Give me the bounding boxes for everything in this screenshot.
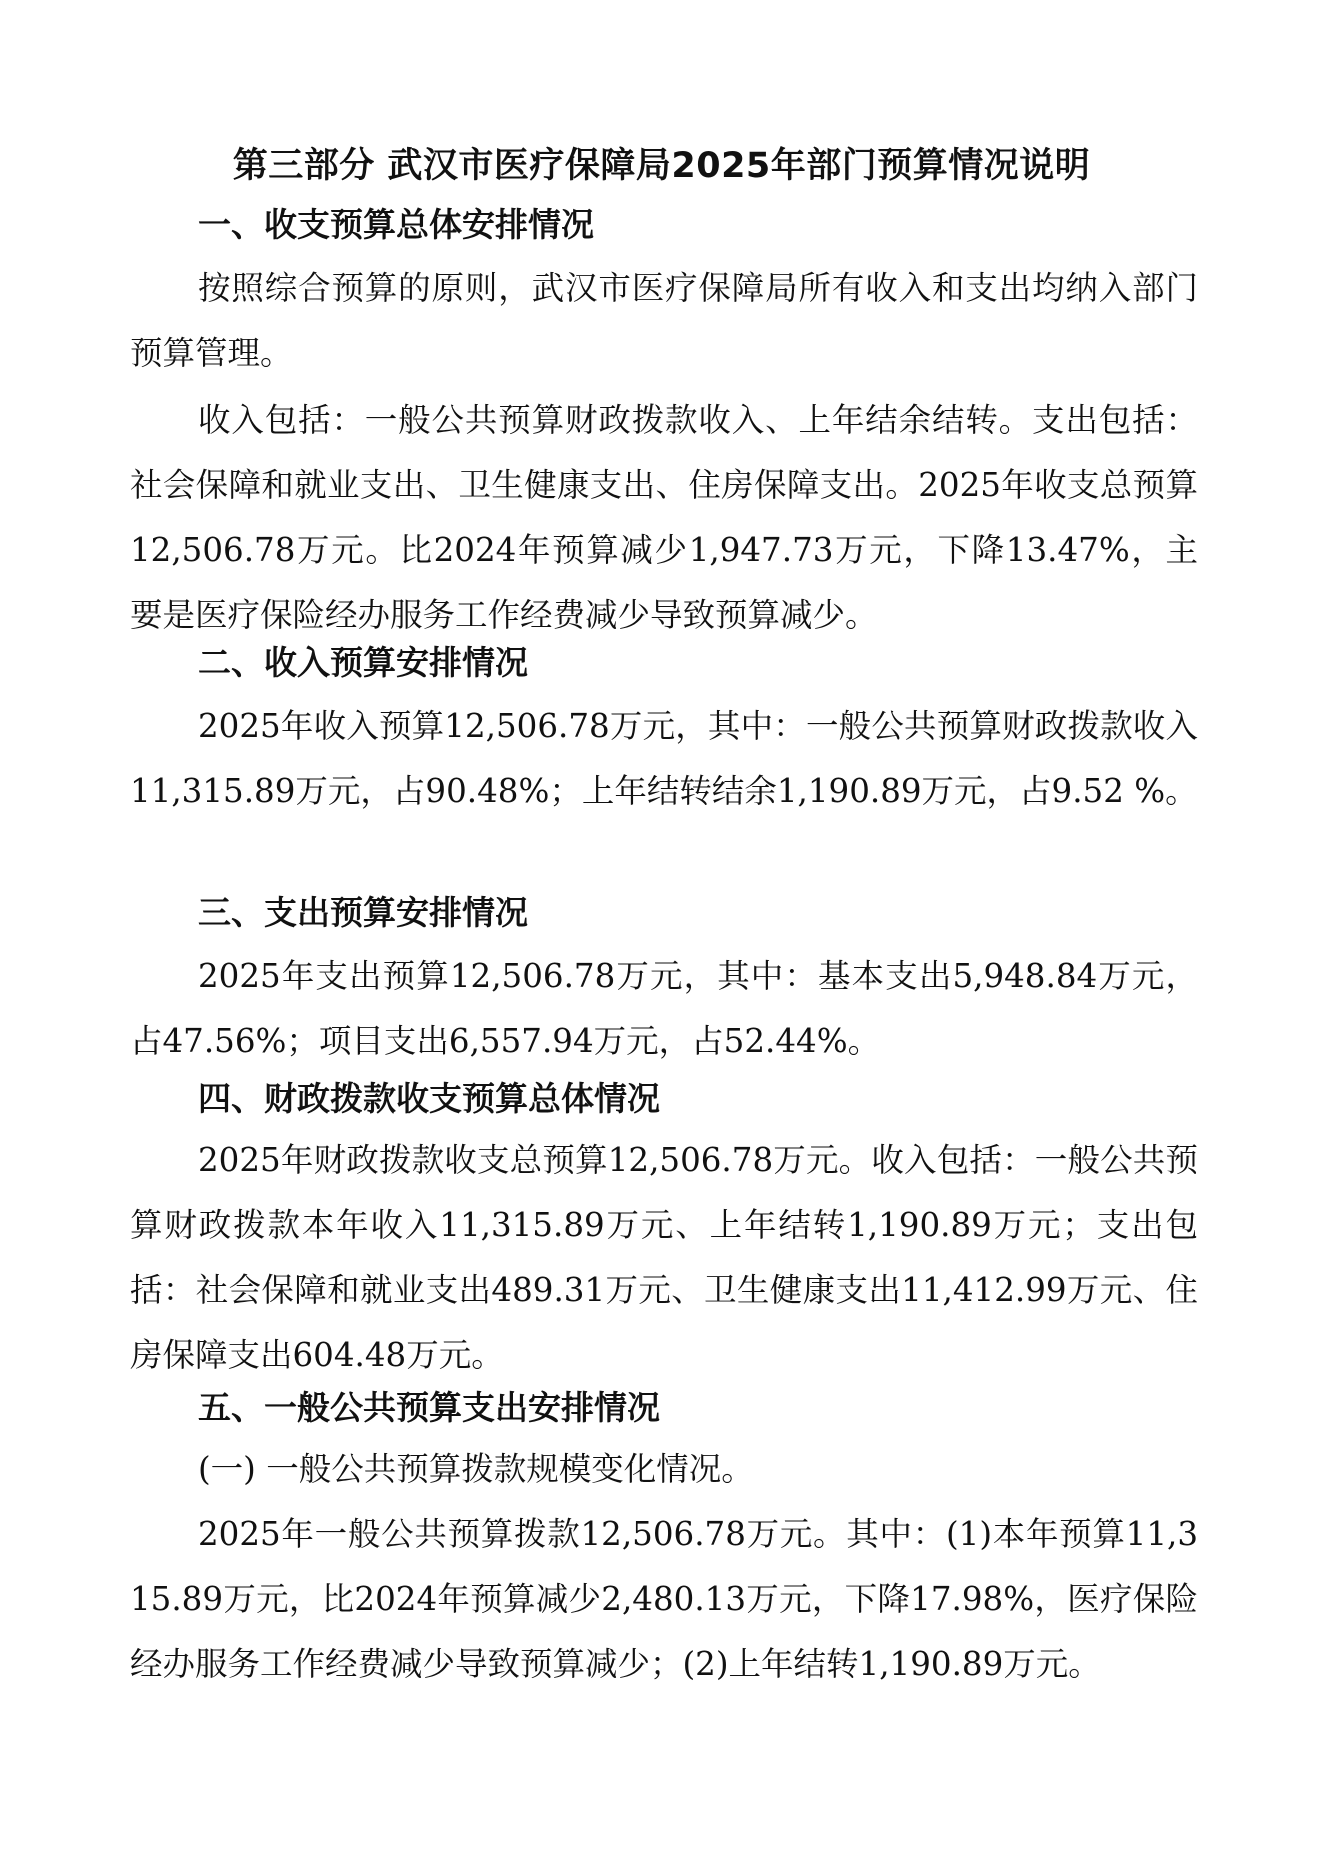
section-heading-5: 五、一般公共预算支出安排情况: [198, 1388, 660, 1427]
section-5-subheading: (一) 一般公共预算拨款规模变化情况。: [198, 1450, 754, 1488]
page-title: 第三部分 武汉市医疗保障局2025年部门预算情况说明: [232, 146, 1091, 186]
section-heading-1: 一、收支预算总体安排情况: [198, 205, 594, 244]
section-1-paragraph-2: 收入包括：一般公共预算财政拨款收入、上年结余结转。支出包括：社会保障和就业支出、卫生健康支出、住房保障支出。2025年收支总预算12,506.78万元。比2024年预算减少1,947.73万元，下降13.47%，主要是医疗保险经办服务工作经费减少导致预算减少。: [130, 401, 1198, 634]
section-1-paragraph-1: 按照综合预算的原则，武汉市医疗保障局所有收入和支出均纳入部门预算管理。: [130, 269, 1198, 372]
section-3-paragraph-1: 2025年支出预算12,506.78万元，其中：基本支出5,948.84万元，占47.56%；项目支出6,557.94万元，占52.44%。: [130, 957, 1198, 1060]
section-4-paragraph-1: 2025年财政拨款收支总预算12,506.78万元。收入包括：一般公共预算财政拨款本年收入11,315.89万元、上年结转1,190.89万元；支出包括：社会保障和就业支出489.31万元、卫生健康支出11,412.99万元、住房保障支出604.48万元。: [130, 1141, 1198, 1374]
section-heading-4: 四、财政拨款收支预算总体情况: [198, 1079, 660, 1118]
section-5-paragraph-1: 2025年一般公共预算拨款12,506.78万元。其中：(1)本年预算11,315.89万元，比2024年预算减少2,480.13万元，下降17.98%，医疗保险经办服务工作经费减少导致预算减少；(2)上年结转1,190.89万元。: [130, 1515, 1198, 1683]
section-2-paragraph-1: 2025年收入预算12,506.78万元，其中：一般公共预算财政拨款收入11,315.89万元，占90.48%；上年结转结余1,190.89万元，占9.52 %。: [130, 707, 1198, 810]
section-heading-3: 三、支出预算安排情况: [198, 893, 528, 932]
section-heading-2: 二、收入预算安排情况: [198, 643, 528, 682]
